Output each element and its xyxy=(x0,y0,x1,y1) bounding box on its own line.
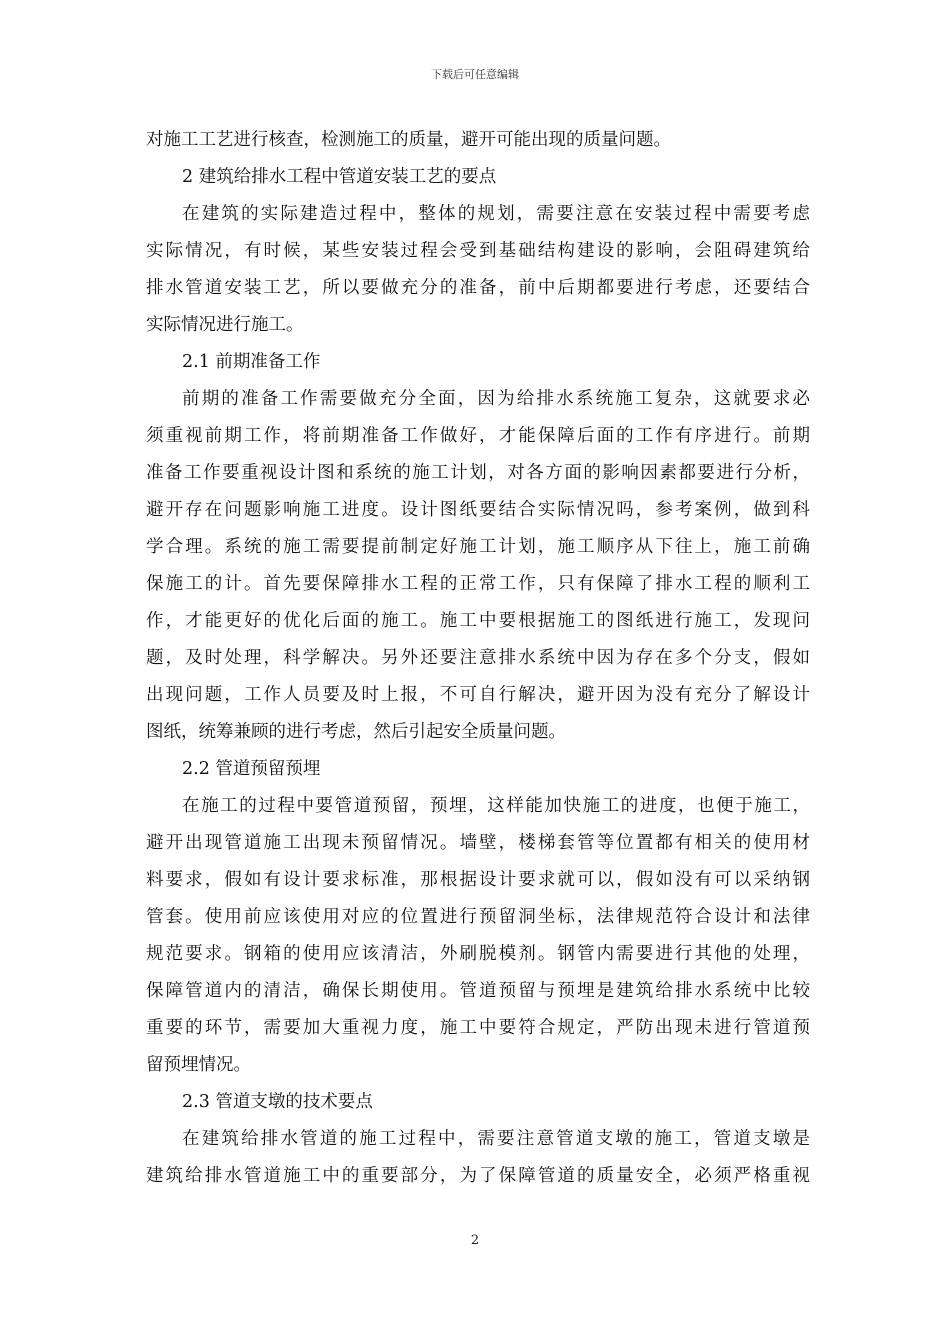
text-line: 2 建筑给排水工程中管道安装工艺的要点 xyxy=(182,167,497,187)
text-line: 实际情况，有时候，某些安装过程会受到基础结构建设的影响，会阻碍建筑给 xyxy=(146,241,810,261)
page-header: 下载后可任意编辑 xyxy=(431,68,519,81)
text-line: 避开存在问题影响施工进度。设计图纸要结合实际情况吗，参考案例，做到科 xyxy=(146,500,810,520)
text-line: 学合理。系统的施工需要提前制定好施工计划，施工顺序从下往上，施工前确 xyxy=(146,537,810,557)
text-line: 保施工的计。首先要保障排水工程的正常工作，只有保障了排水工程的顺利工 xyxy=(146,574,810,594)
text-line: 避开出现管道施工出现未预留情况。墙壁，楼梯套管等位置都有相关的使用材 xyxy=(146,833,810,853)
text-line: 前期的准备工作需要做充分全面，因为给排水系统施工复杂，这就要求必 xyxy=(182,389,810,409)
text-line: 建筑给排水管道施工中的重要部分，为了保障管道的质量安全，必须严格重视 xyxy=(146,1166,810,1186)
text-line: 作，才能更好的优化后面的施工。施工中要根据施工的图纸进行施工，发现问 xyxy=(146,611,810,631)
text-line: 题，及时处理，科学解决。另外还要注意排水系统中因为存在多个分支，假如 xyxy=(146,648,810,668)
body-text xyxy=(146,122,810,1195)
text-line: 在施工的过程中要管道预留，预埋，这样能加快施工的进度，也便于施工， xyxy=(182,796,810,816)
page-number: 2 xyxy=(470,1233,480,1248)
text-line: 重要的环节，需要加大重视力度，施工中要符合规定，严防出现未进行管道预 xyxy=(146,1018,810,1038)
text-line: 留预埋情况。 xyxy=(146,1055,251,1075)
text-line: 排水管道安装工艺，所以要做充分的准备，前中后期都要进行考虑，还要结合 xyxy=(146,278,810,298)
text-line: 管套。使用前应该使用对应的位置进行预留洞坐标，法律规范符合设计和法律 xyxy=(146,907,810,927)
text-line: 在建筑给排水管道的施工过程中，需要注意管道支墩的施工，管道支墩是 xyxy=(182,1129,810,1149)
text-line: 保障管道内的清洁，确保长期使用。管道预留与预埋是建筑给排水系统中比较 xyxy=(146,981,810,1001)
text-line: 规范要求。钢箱的使用应该清洁，外刷脱模剂。钢管内需要进行其他的处理， xyxy=(146,944,810,964)
text-line: 2.2 管道预留预埋 xyxy=(182,759,321,779)
text-line: 2.1 前期准备工作 xyxy=(182,352,321,372)
text-line: 出现问题，工作人员要及时上报，不可自行解决，避开因为没有充分了解设计 xyxy=(146,685,810,705)
text-line: 料要求，假如有设计要求标准，那根据设计要求就可以，假如没有可以采纳钢 xyxy=(146,870,810,890)
text-line: 准备工作要重视设计图和系统的施工计划，对各方面的影响因素都要进行分析， xyxy=(146,463,810,483)
text-line: 对施工工艺进行核查，检测施工的质量，避开可能出现的质量问题。 xyxy=(146,130,671,150)
text-line: 实际情况进行施工。 xyxy=(146,315,304,335)
text-line: 须重视前期工作，将前期准备工作做好，才能保障后面的工作有序进行。前期 xyxy=(146,426,810,446)
text-line: 图纸，统筹兼顾的进行考虑，然后引起安全质量问题。 xyxy=(146,722,566,742)
text-line: 2.3 管道支墩的技术要点 xyxy=(182,1092,373,1112)
text-line: 在建筑的实际建造过程中，整体的规划，需要注意在安装过程中需要考虑 xyxy=(182,204,810,224)
